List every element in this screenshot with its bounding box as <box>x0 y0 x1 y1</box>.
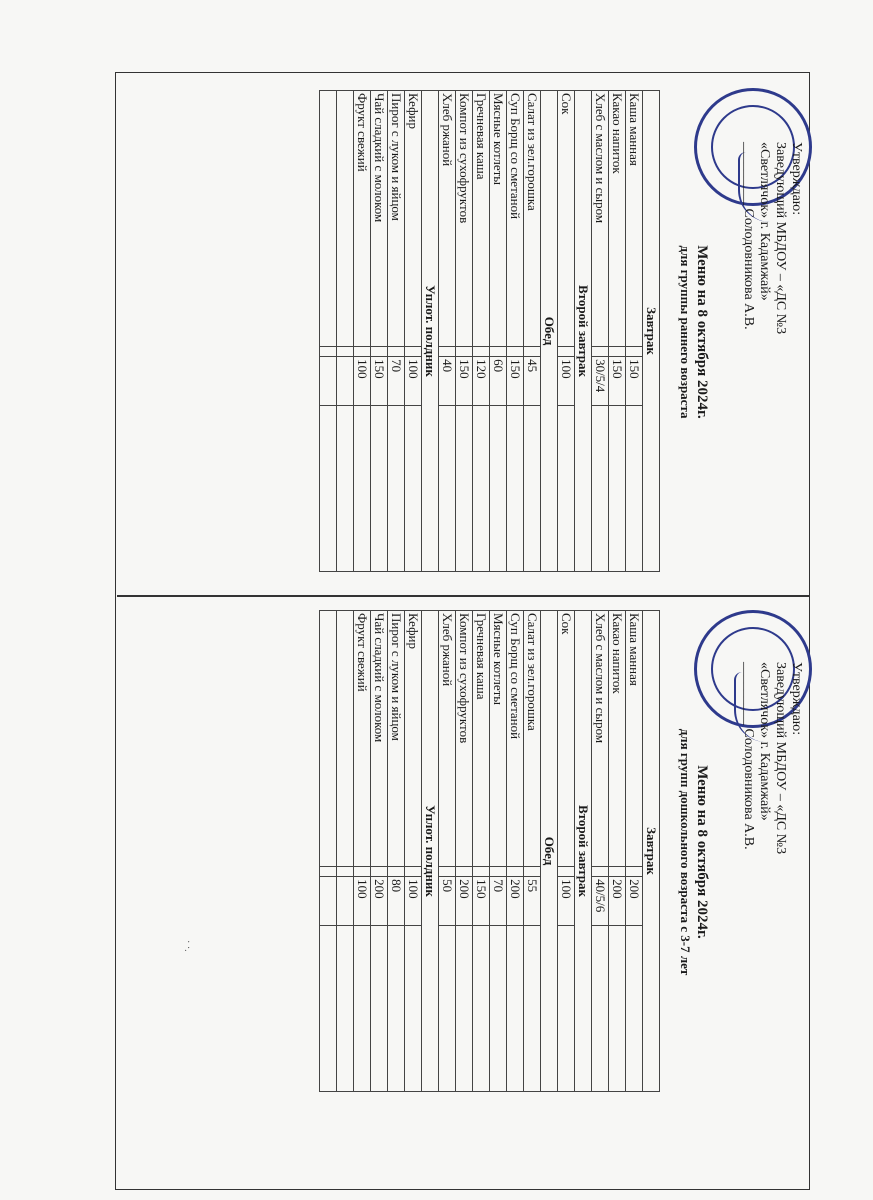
portion-cell: 150 <box>456 357 473 406</box>
blank-row <box>337 91 354 572</box>
table-row <box>388 611 405 1092</box>
section-row <box>575 91 592 572</box>
table-row <box>507 611 524 1092</box>
portion-cell: 200 <box>456 877 473 926</box>
dish-cell: Хлеб с маслом и сыром <box>592 611 609 867</box>
section-label: Обед <box>541 91 558 572</box>
title-block <box>677 82 710 582</box>
table-row <box>439 611 456 1092</box>
dish-cell: Сок <box>558 611 575 867</box>
section-label: Второй завтрак <box>575 91 592 572</box>
portion-cell: 150 <box>609 357 626 406</box>
table-row <box>592 611 609 1092</box>
section-label: Обед <box>541 611 558 1092</box>
dish-cell: Кефир <box>405 611 422 867</box>
table-row <box>354 91 371 572</box>
table-row <box>626 611 643 1092</box>
portion-cell: 100 <box>354 877 371 926</box>
table-row <box>371 611 388 1092</box>
dish-cell: Каша манная <box>626 91 643 347</box>
table-row <box>405 91 422 572</box>
approval-line: _________ Солодовникова А.В. <box>741 662 756 850</box>
table-row <box>609 91 626 572</box>
dish-cell: Кефир <box>405 91 422 347</box>
portion-cell: 100 <box>558 877 575 926</box>
approval-line: «Светлячок» г. Кадамжай» <box>757 142 772 301</box>
portion-cell: 200 <box>507 877 524 926</box>
portion-cell: 40 <box>439 357 456 406</box>
table-row <box>490 611 507 1092</box>
table-row <box>456 611 473 1092</box>
approval-block <box>740 142 804 334</box>
table-row <box>371 91 388 572</box>
approval-line: «Светлячок» г. Кадамжай» <box>757 662 772 821</box>
dish-cell: Мясные котлеты <box>490 91 507 347</box>
section-label: Второй завтрак <box>575 611 592 1092</box>
menu-preschool <box>120 602 810 1102</box>
portion-cell: 150 <box>371 357 388 406</box>
portion-cell: 30/5/4 <box>592 357 609 406</box>
menu-title: Меню на 8 октября 2024г. <box>694 765 710 939</box>
section-row <box>541 611 558 1092</box>
dish-cell: Чай сладкий с молоком <box>371 91 388 347</box>
table-row <box>456 91 473 572</box>
dish-cell: Компот из сухофруктов <box>456 91 473 347</box>
portion-cell: 200 <box>609 877 626 926</box>
title-block <box>677 602 710 1102</box>
menu-header <box>665 602 810 1102</box>
dish-cell: Фрукт свежий <box>354 91 371 347</box>
menu-header <box>665 82 810 582</box>
portion-cell: 100 <box>405 357 422 406</box>
dish-cell: Гречневая каша <box>473 91 490 347</box>
table-row <box>524 611 541 1092</box>
dish-cell: Хлеб ржаной <box>439 91 456 347</box>
section-label: Уплот. полдник <box>422 91 439 572</box>
portion-cell: 100 <box>558 357 575 406</box>
portion-cell: 100 <box>354 357 371 406</box>
table-row <box>473 91 490 572</box>
table-row <box>405 611 422 1092</box>
approval-line: Утверждаю: <box>789 662 804 736</box>
section-row <box>575 611 592 1092</box>
dish-cell: Мясные котлеты <box>490 611 507 867</box>
table-row <box>558 91 575 572</box>
menu-title: Меню на 8 октября 2024г. <box>694 245 710 419</box>
menu-table <box>319 610 660 1092</box>
dish-cell: Сок <box>558 91 575 347</box>
menu-subtitle: для групп дошкольного возраста с 3-7 лет <box>678 728 693 976</box>
dish-cell: Гречневая каша <box>473 611 490 867</box>
dish-cell: Салат из зел.горошка <box>524 91 541 347</box>
portion-cell: 80 <box>388 877 405 926</box>
dish-cell: Суп Борщ со сметаной <box>507 611 524 867</box>
section-row <box>422 91 439 572</box>
approval-line: Заведующий МБДОУ – «ДС №3 <box>773 142 788 335</box>
dish-cell: Хлеб ржаной <box>439 611 456 867</box>
portion-cell: 45 <box>524 357 541 406</box>
dish-cell: Компот из сухофруктов <box>456 611 473 867</box>
section-row <box>541 91 558 572</box>
table-row <box>626 91 643 572</box>
table-row <box>473 611 490 1092</box>
table-row <box>354 611 371 1092</box>
table-row <box>507 91 524 572</box>
table-row <box>609 611 626 1092</box>
dish-cell: Чай сладкий с молоком <box>371 611 388 867</box>
table-row <box>558 611 575 1092</box>
dish-cell: Хлеб с маслом и сыром <box>592 91 609 347</box>
portion-cell: 150 <box>473 877 490 926</box>
table-row <box>524 91 541 572</box>
portion-cell: 40/5/6 <box>592 877 609 926</box>
approval-line: Заведующий МБДОУ – «ДС №3 <box>773 662 788 855</box>
menu-table <box>319 90 660 572</box>
section-label: Уплот. полдник <box>422 611 439 1092</box>
table-row <box>388 91 405 572</box>
blank-row <box>337 611 354 1092</box>
portion-cell: 55 <box>524 877 541 926</box>
portion-cell: 200 <box>371 877 388 926</box>
dish-cell: Фрукт свежий <box>354 611 371 867</box>
dish-cell: Суп Борщ со сметаной <box>507 91 524 347</box>
menu-early-age <box>120 82 810 582</box>
dish-cell: Каша манная <box>626 611 643 867</box>
portion-cell: 70 <box>490 877 507 926</box>
blank-row <box>320 91 337 572</box>
approval-line: _________ Солодовникова А.В. <box>741 142 756 330</box>
portion-cell: 50 <box>439 877 456 926</box>
section-label: Завтрак <box>643 611 660 1092</box>
blank-row <box>320 611 337 1092</box>
dish-cell: Какао напиток <box>609 91 626 347</box>
section-label: Завтрак <box>643 91 660 572</box>
dish-cell: Пирог с луком и яйцом <box>388 611 405 867</box>
portion-cell: 70 <box>388 357 405 406</box>
menu-subtitle: для группы раннего возраста <box>678 245 693 419</box>
dish-cell: Какао напиток <box>609 611 626 867</box>
section-row <box>643 91 660 572</box>
table-row <box>490 91 507 572</box>
page-divider <box>117 595 810 597</box>
dish-cell: Пирог с луком и яйцом <box>388 91 405 347</box>
scan-specks: · ·. <box>182 940 193 952</box>
approval-line: Утверждаю: <box>789 142 804 216</box>
portion-cell: 150 <box>507 357 524 406</box>
portion-cell: 200 <box>626 877 643 926</box>
portion-cell: 150 <box>626 357 643 406</box>
portion-cell: 60 <box>490 357 507 406</box>
approval-block <box>740 662 804 854</box>
table-row <box>592 91 609 572</box>
dish-cell: Салат из зел.горошка <box>524 611 541 867</box>
portion-cell: 120 <box>473 357 490 406</box>
section-row <box>422 611 439 1092</box>
section-row <box>643 611 660 1092</box>
portion-cell: 100 <box>405 877 422 926</box>
table-row <box>439 91 456 572</box>
